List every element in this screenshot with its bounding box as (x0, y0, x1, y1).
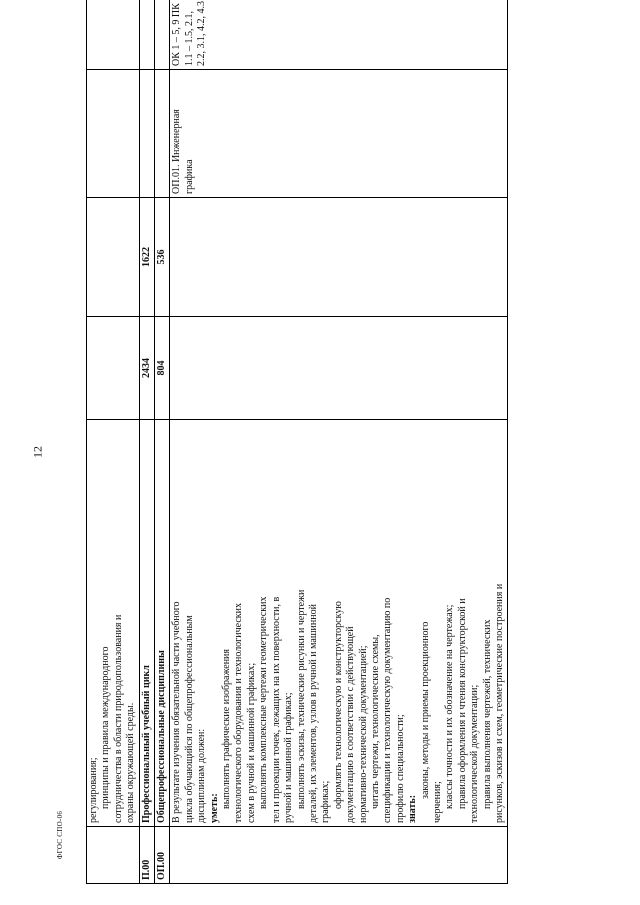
text-line: тел и проекции точек, лежащих на их поверхности, в (270, 596, 282, 823)
text-line: В результате изучения обязательной части учебного (171, 601, 183, 823)
text-line: выполнять эскизы, технические рисунки и чертежи (295, 589, 307, 809)
cell-code: П.00 (139, 827, 154, 884)
text-line: сотрудничества в области природопользования и (112, 614, 124, 823)
cell-code-empty (170, 827, 508, 884)
cell-max-empty (87, 317, 140, 420)
table-row-op01 (170, 0, 508, 884)
text-line: дисциплинам должен: (196, 728, 208, 823)
footer-standard-code: ФГОС СПО-06 (56, 810, 64, 860)
text-line: правила оформления и чтения конструкторской и (456, 598, 468, 809)
cell-discipline-empty (155, 70, 170, 198)
cell-competency-empty (139, 0, 154, 70)
cell-competencies: ОК 1 – 5, 9 ПК 1.1 – 1.5, 2.1, 2.2, 3.1, 4.2, 4.3 (170, 0, 508, 70)
cell-competency-empty (87, 0, 140, 70)
cell-code: ОП.00 (155, 827, 170, 884)
text-line: оформлять технологическую и конструкторскую (332, 601, 344, 809)
table-row-prof-cycle (139, 0, 154, 884)
text-line: деталей, их элементов, узлов в ручной и машинной (307, 604, 319, 823)
text-line: выполнять графические изображения (221, 649, 233, 809)
cell-max-empty (170, 317, 508, 420)
text-line: графиках; (320, 780, 332, 823)
text-line: правила выполнения чертежей, технических (481, 619, 493, 809)
text-line: ручной и машинной графиках; (283, 692, 295, 823)
cell-obligatory: 536 (155, 198, 170, 317)
text-line: классы точности и их обозначение на чертежах; (444, 604, 456, 809)
text-line: рисунков, эскизов и схем, геометрические построения и (494, 583, 505, 823)
znat-heading: знать: (407, 794, 419, 823)
rotated-table-area (86, 1, 613, 884)
curriculum-table (86, 0, 508, 884)
text-line: читать чертежи, технологические схемы, (369, 634, 381, 809)
text-line: спецификации и технологическую документацию по (382, 597, 394, 823)
cell-max-load: 2434 (139, 317, 154, 420)
cell-obligatory-empty (87, 198, 140, 317)
cell-competency-empty (155, 0, 170, 70)
cell-discipline-empty (139, 70, 154, 198)
text-line: черчения; (431, 781, 443, 823)
text-line: законы, методы и приемы проекционного (419, 621, 431, 799)
table-row-general-prof (155, 0, 170, 884)
cell-title: Общепрофессиональные дисциплины (155, 420, 170, 827)
text-line: технологической документации; (469, 684, 481, 823)
text-line: профилю специальности; (394, 714, 406, 823)
umet-heading: уметь: (208, 793, 220, 823)
text-line: документацию в соответствии с действующей (345, 626, 357, 823)
cell-code-empty (87, 827, 140, 884)
cell-continuation-text (87, 420, 140, 827)
cell-obligatory: 1622 (139, 198, 154, 317)
rotated-content (86, 1, 613, 884)
cell-discipline: ОП.01. Инженерная графика (170, 70, 508, 198)
text-line: принципы и правила международного (100, 646, 112, 809)
text-line: охраны окружающей среды. (125, 702, 137, 823)
text-line: выполнять комплексные чертежи геометрических (258, 596, 270, 809)
cell-requirements-text (170, 420, 508, 827)
text-line: схем в ручной и машинной графиках; (245, 662, 257, 823)
cell-title: Профессиональный учебный цикл (139, 420, 154, 827)
text-line: нормативно-технической документацией; (357, 645, 369, 823)
cell-discipline-empty (87, 70, 140, 198)
text-line: регулирования; (88, 757, 99, 823)
text-line: цикла обучающийся по общепрофессиональным (183, 615, 195, 823)
page-number: 12 (30, 446, 45, 458)
table-row-continuation (87, 0, 140, 884)
cell-obligatory-empty (170, 198, 508, 317)
cell-max-load: 804 (155, 317, 170, 420)
text-line: технологического оборудования и технологических (233, 603, 245, 823)
